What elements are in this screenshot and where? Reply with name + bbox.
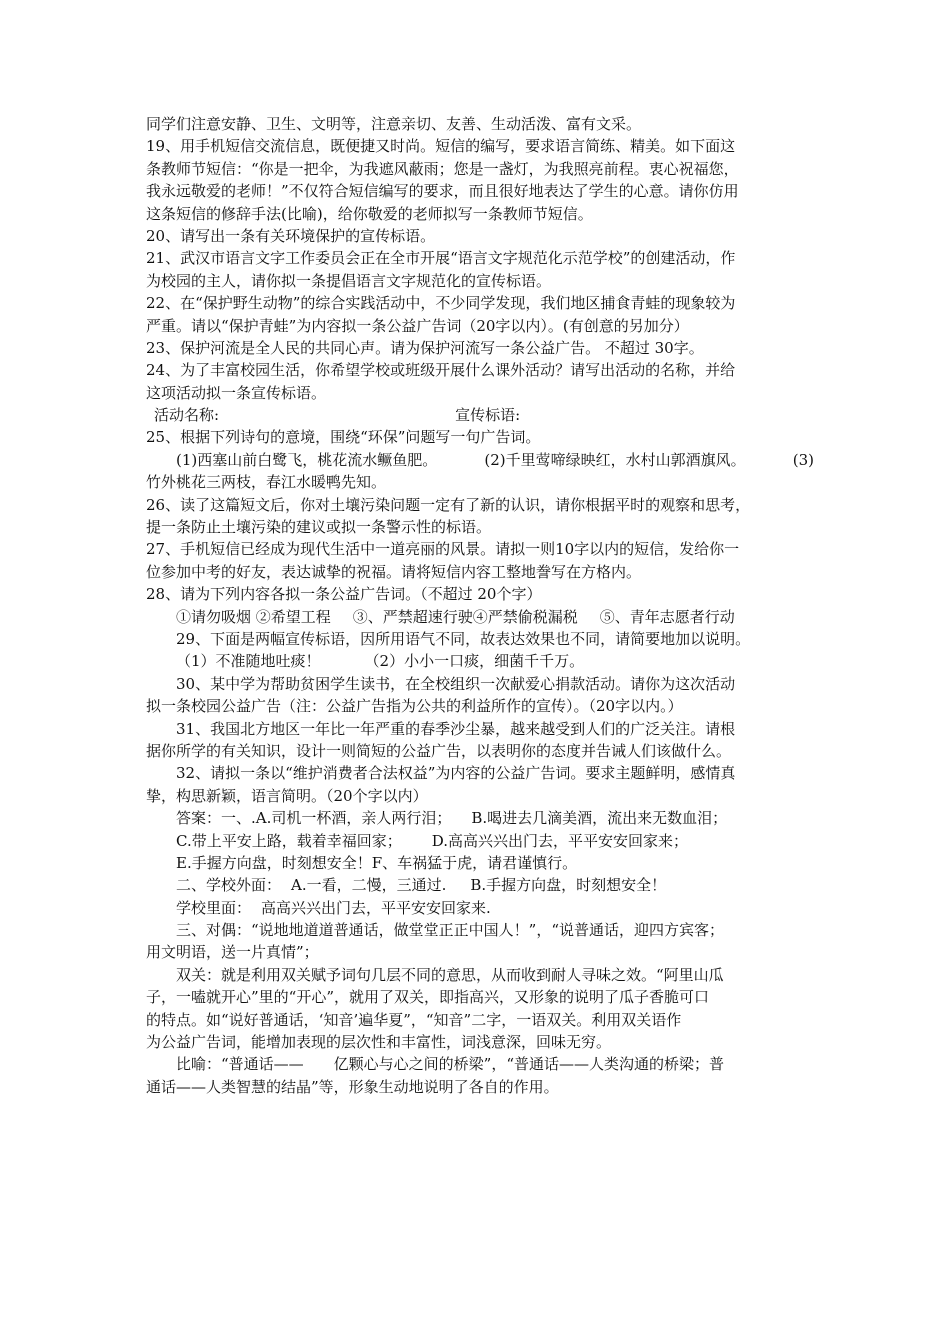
item-28-a: ①请勿吸烟 ②希望工程 bbox=[176, 607, 331, 626]
item-28-c: ⑤、青年志愿者行动 bbox=[599, 607, 735, 626]
question-21-line: 21、武汉市语言文字工作委员会正在全市开展“语言文字规范化示范学校”的创建活动，作 bbox=[146, 249, 736, 268]
answer-biyu-line bbox=[146, 1053, 814, 1075]
question-24-line: 24、为了丰富校园生活，你希望学校或班级开展什么课外活动？请写出活动的名称，并给 bbox=[146, 361, 736, 380]
activity-line bbox=[146, 404, 814, 426]
question-28-line: 28、请为下列内容各拟一条公益广告词。（不超过 20个字） bbox=[146, 585, 542, 604]
slogan-29-1: （1）不准随地吐痰！ bbox=[176, 652, 321, 671]
answer-line-4 bbox=[146, 874, 814, 896]
text-line: 用文明语，送一片真情”； bbox=[146, 943, 319, 962]
answer-inside-text: 高高兴兴出门去，平平安安回家来. bbox=[261, 898, 491, 917]
text-line: 通话——人类智慧的结晶”等，形象生动地说明了各自的作用。 bbox=[146, 1077, 559, 1096]
answer-duiou-line: 三、对偶：“说地地道道普通话，做堂堂正正中国人！”，“说普通话，迎四方宾客； bbox=[176, 921, 725, 940]
item-28-b: ③、严禁超速行驶④严禁偷税漏税 bbox=[352, 607, 578, 626]
poem-3-number: (3) bbox=[792, 450, 814, 469]
text-line: 为公益广告词，能增加表现的层次性和丰富性，词浅意深，回味无穷。 bbox=[146, 1033, 612, 1052]
text-line: 我永远敬爱的老师！”不仅符合短信编写的要求，而且很好地表达了学生的心意。请你仿用 bbox=[146, 182, 739, 201]
answer-outside-a: A.一看，二慢，三通过. bbox=[291, 876, 447, 895]
poem-3-text: 竹外桃花三两枝，春江水暖鸭先知。 bbox=[146, 473, 387, 492]
answer-biyu-b: 亿颗心与心之间的桥梁”，“普通话——人类沟通的桥梁；普 bbox=[333, 1055, 725, 1074]
document-body bbox=[146, 113, 814, 1098]
answer-outside-b: B.手握方向盘，时刻想安全！ bbox=[470, 876, 667, 895]
answer-line-1 bbox=[146, 807, 814, 829]
answer-line-3: E.手握方向盘，时刻想安全！F、车祸猛于虎，请君谨慎行。 bbox=[176, 853, 578, 872]
answer-line-2 bbox=[146, 830, 814, 852]
activity-name-label: 活动名称: bbox=[154, 406, 220, 425]
question-25-line: 25、根据下列诗句的意境，围绕“环保”问题写一句广告词。 bbox=[146, 428, 541, 447]
question-29-line: 29、下面是两幅宣传标语，因所用语气不同，故表达效果也不同，请简要地加以说明。 bbox=[176, 629, 751, 648]
text-line: 提一条防止土壤污染的建议或拟一条警示性的标语。 bbox=[146, 518, 492, 537]
poem-1: (1)西塞山前白鹭飞，桃花流水鳜鱼肥。 bbox=[176, 450, 438, 469]
question-23-line: 23、保护河流是全人民的共同心声。请为保护河流写一条公益广告。 不超过 30字。 bbox=[146, 338, 704, 357]
poem-line bbox=[146, 449, 814, 471]
text-line: 这项活动拟一条宣传标语。 bbox=[146, 383, 327, 402]
answer-biyu-a: 比喻：“普通话—— bbox=[176, 1055, 304, 1074]
question-32-line: 32、请拟一条以“维护消费者合法权益”为内容的公益广告词。要求主题鲜明，感情真 bbox=[176, 764, 736, 783]
answer-a: 答案：一、.A.司机一杯酒，亲人两行泪； bbox=[176, 809, 452, 828]
answer-shuangguan-line: 双关：就是利用双关赋予词句几层不同的意思，从而收到耐人寻味之效。“阿里山瓜 bbox=[176, 965, 724, 984]
text-line: 拟一条校园公益广告（注：公益广告指为公共的利益所作的宣传）。（20字以内。） bbox=[146, 697, 683, 716]
slogans-29-line bbox=[146, 650, 814, 672]
slogan-29-2: （2）小小一口痰，细菌千千万。 bbox=[364, 652, 585, 671]
answer-inside-label: 学校里面： bbox=[176, 898, 252, 917]
poem-2: (2)千里莺啼绿映红，水村山郭酒旗风。 bbox=[484, 450, 746, 469]
text-line: 位参加中考的好友，表达诚挚的祝福。请将短信内容工整地誊写在方格内。 bbox=[146, 562, 642, 581]
text-line: 的特点。如“说好普通话，‘知音’遍华夏”，“知音”二字，一语双关。利用双关语作 bbox=[146, 1010, 682, 1029]
text-line: 为校园的主人，请你拟一条提倡语言文字规范化的宣传标语。 bbox=[146, 271, 552, 290]
answer-line-5 bbox=[146, 897, 814, 919]
text-line: 子，一嗑就开心”里的“开心”，就用了双关，即指高兴，又形象的说明了瓜子香脆可口 bbox=[146, 988, 710, 1007]
question-19-line: 19、用手机短信交流信息，既便捷又时尚。短信的编写，要求语言简练、精美。如下面这 bbox=[146, 137, 736, 156]
question-27-line: 27、手机短信已经成为现代生活中一道亮丽的风景。请拟一则10字以内的短信，发给你一 bbox=[146, 540, 740, 559]
answer-d: D.高高兴兴出门去，平平安安回家来； bbox=[431, 831, 688, 850]
text-line: 挚，构思新颖，语言简明。（20个字以内） bbox=[146, 786, 428, 805]
answer-c: C.带上平安上路，载着幸福回家； bbox=[176, 831, 402, 850]
answer-outside-label: 二、学校外面： bbox=[176, 876, 282, 895]
text-line: 同学们注意安静、卫生、文明等，注意亲切、友善、生动活泼、富有文采。 bbox=[146, 115, 642, 133]
answer-b: B.喝进去几滴美酒，流出来无数血泪； bbox=[471, 809, 728, 828]
text-line: 严重。请以“保护青蛙”为内容拟一条公益广告词（20字以内）。(有创意的另加分） bbox=[146, 316, 689, 335]
slogan-label: 宣传标语: bbox=[455, 406, 521, 425]
question-30-line: 30、某中学为帮助贫困学生读书，在全校组织一次献爱心捐款活动。请你为这次活动 bbox=[176, 674, 736, 693]
question-22-line: 22、在“保护野生动物”的综合实践活动中，不少同学发现，我们地区捕食青蛙的现象较为 bbox=[146, 294, 736, 313]
question-20-line: 20、请写出一条有关环境保护的宣传标语。 bbox=[146, 226, 436, 245]
items-28-line bbox=[146, 606, 814, 628]
question-31-line: 31、我国北方地区一年比一年严重的春季沙尘暴，越来越受到人们的广泛关注。请根 bbox=[176, 719, 736, 738]
text-line: 条教师节短信：“你是一把伞，为我遮风蔽雨；您是一盏灯，为我照亮前程。衷心祝福您， bbox=[146, 159, 739, 178]
question-26-line: 26、读了这篇短文后，你对土壤污染问题一定有了新的认识，请你根据平时的观察和思考， bbox=[146, 495, 751, 514]
text-line: 据你所学的有关知识，设计一则简短的公益广告，以表明你的态度并告诫人们该做什么。 bbox=[146, 741, 732, 760]
text-line: 这条短信的修辞手法(比喻)，给你敬爱的老师拟写一条教师节短信。 bbox=[146, 204, 593, 223]
